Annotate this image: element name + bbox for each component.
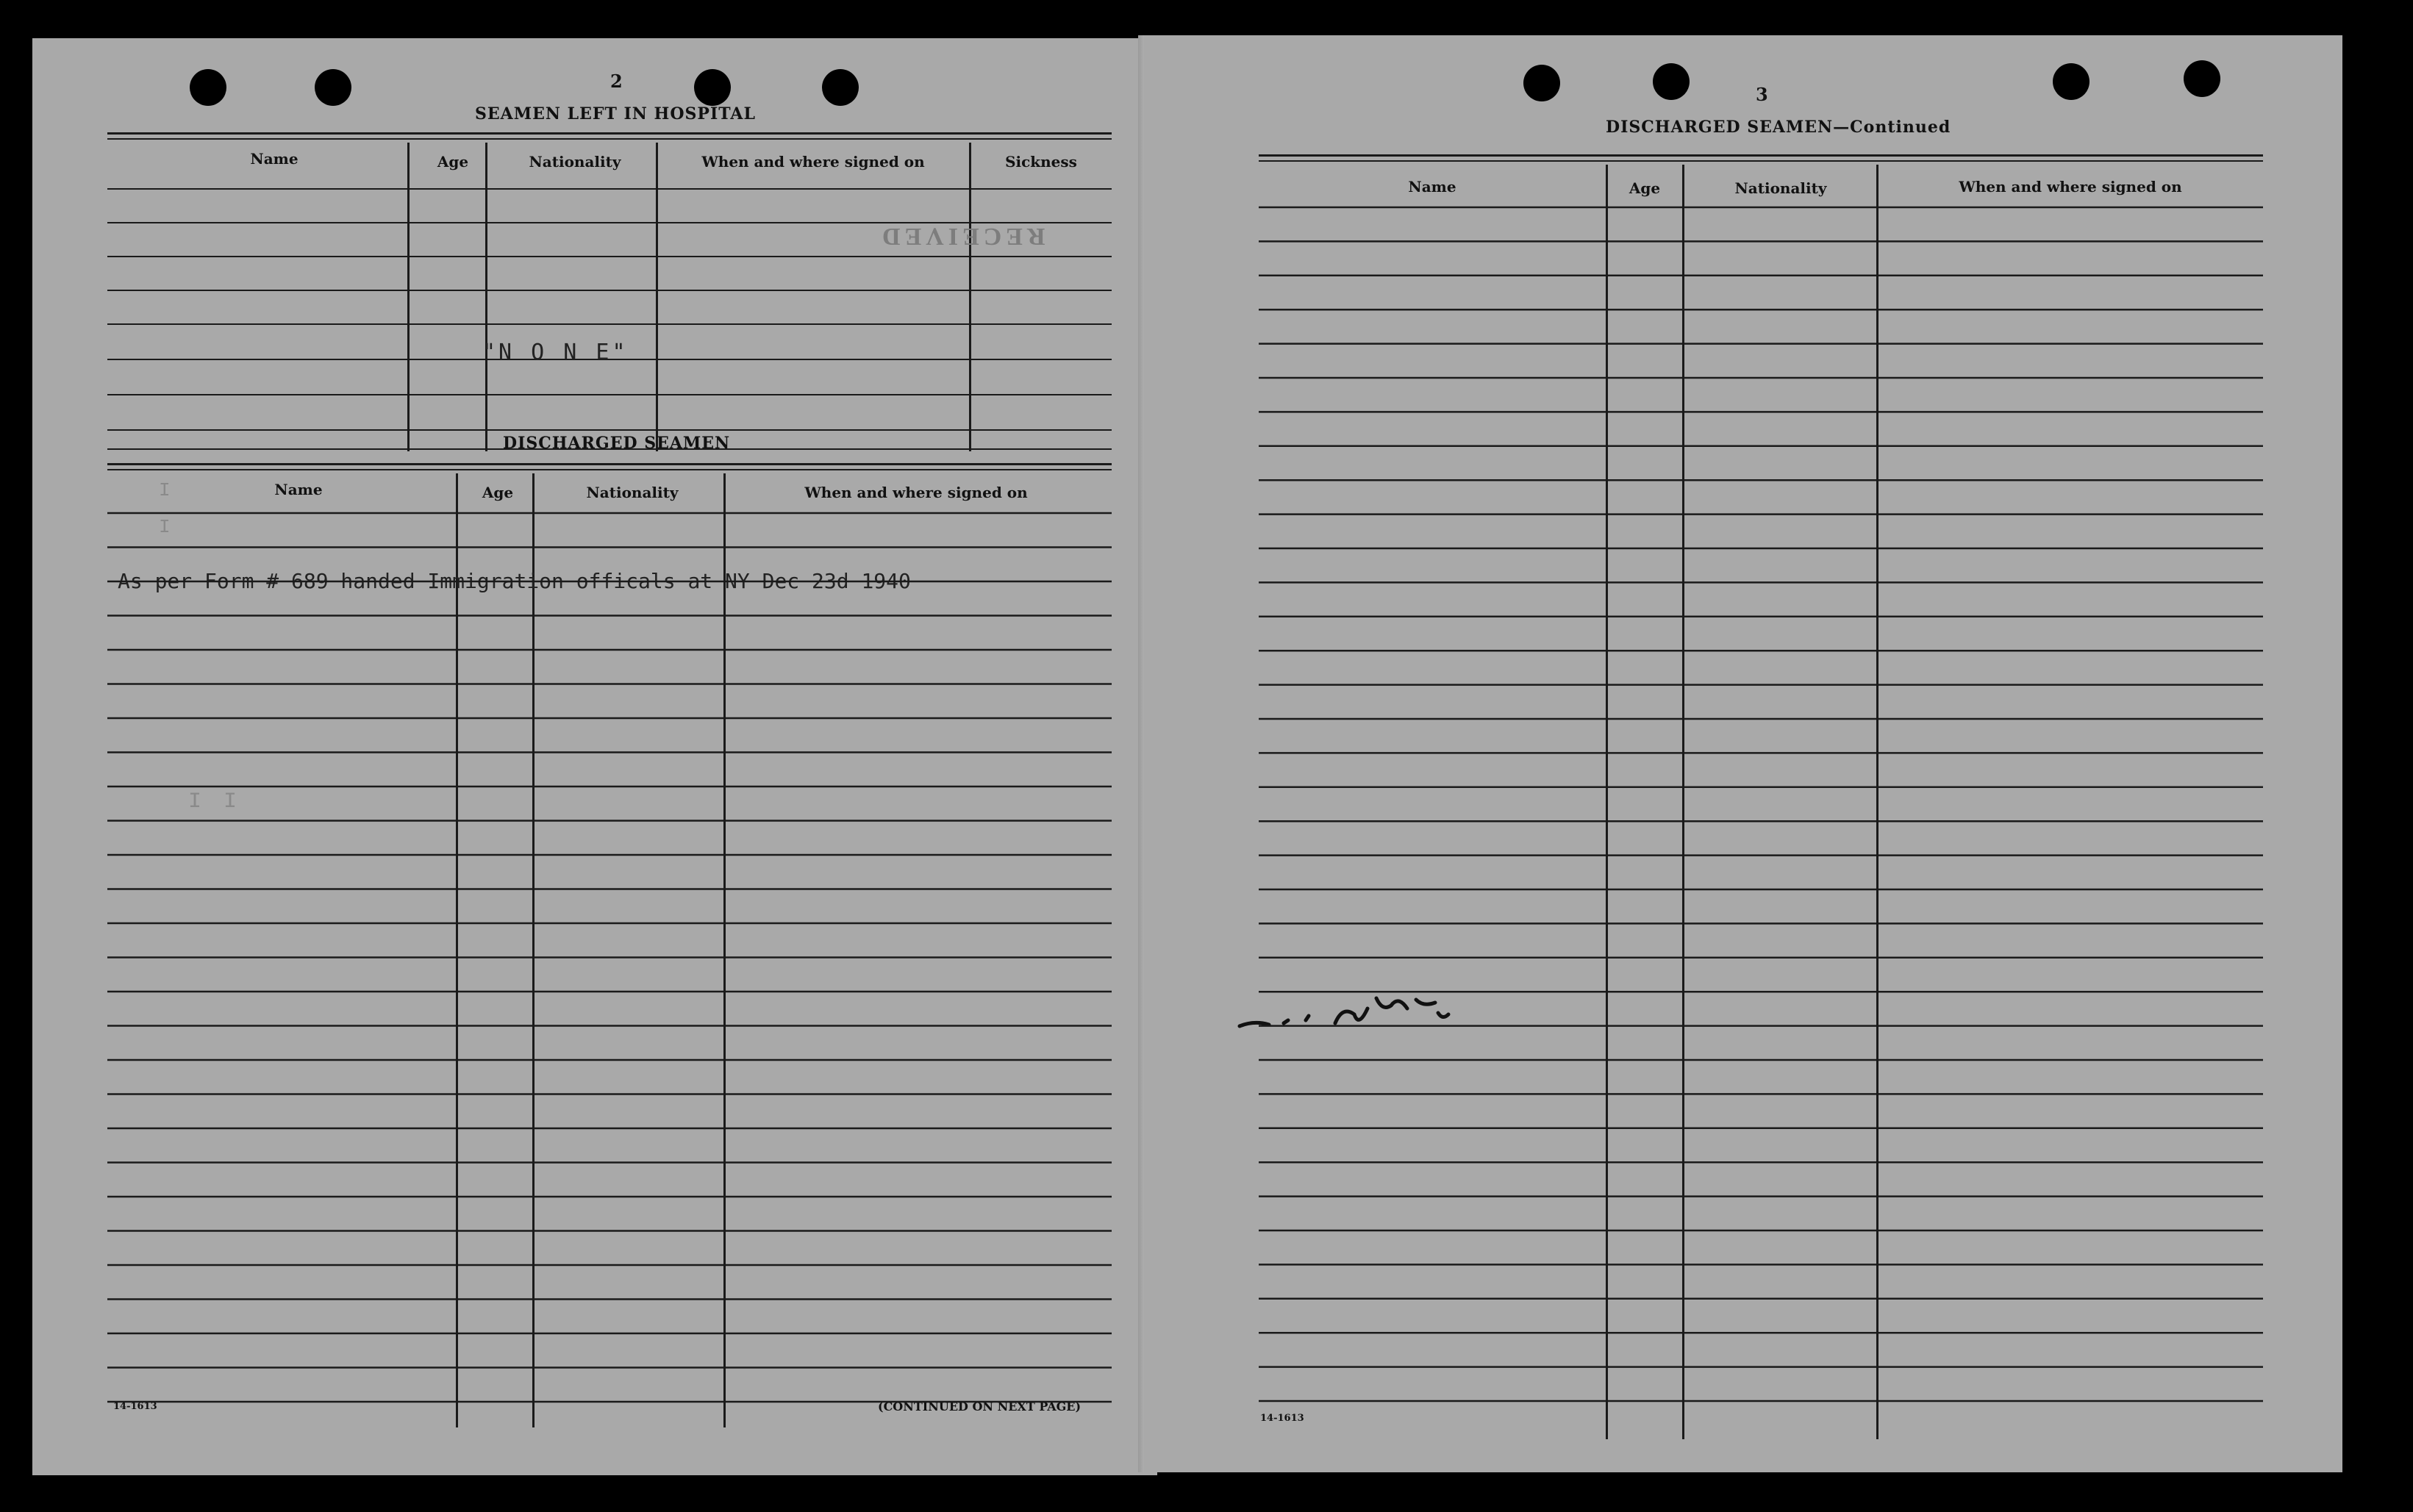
discharged-rows-right (1144, 35, 2342, 1472)
discharged-section-title: DISCHARGED SEAMEN (503, 434, 731, 453)
column-header-signed-on: When and where signed on (1959, 178, 2182, 196)
column-header-name: Name (250, 150, 299, 168)
column-header-nationality: Nationality (586, 484, 679, 501)
column-header-nationality: Nationality (529, 153, 621, 171)
right-page (1144, 35, 2342, 1472)
column-header-age: Age (482, 484, 514, 501)
page-number: 3 (1756, 84, 1768, 105)
hospital-entry-none: "N O N E" (482, 340, 629, 365)
page-number: 2 (610, 71, 623, 92)
column-header-name: Name (274, 481, 323, 498)
faint-mark: I (159, 479, 171, 501)
column-header-signed-on: When and where signed on (701, 153, 925, 171)
discharged-rows-left (32, 38, 1157, 1475)
left-page (32, 38, 1157, 1475)
received-stamp: RECEIVED (878, 223, 1045, 250)
form-number: 14-1613 (113, 1401, 157, 1412)
column-header-age: Age (437, 153, 469, 171)
column-header-age: Age (1629, 179, 1661, 197)
column-header-name: Name (1408, 178, 1456, 196)
form-number: 14-1613 (1260, 1413, 1304, 1424)
discharged-continued-title: DISCHARGED SEAMEN—Continued (1606, 118, 1951, 137)
hospital-section-title: SEAMEN LEFT IN HOSPITAL (475, 104, 756, 123)
faint-mark: I I (188, 789, 242, 814)
column-header-sickness: Sickness (1005, 153, 1077, 171)
immigration-note: As per Form # 689 handed Immigration officals at NY Dec 23d 1940 (118, 569, 911, 593)
continued-footer: (CONTINUED ON NEXT PAGE) (878, 1400, 1082, 1414)
faint-mark: I (159, 516, 171, 538)
column-header-signed-on: When and where signed on (804, 484, 1028, 501)
column-header-nationality: Nationality (1734, 179, 1827, 197)
